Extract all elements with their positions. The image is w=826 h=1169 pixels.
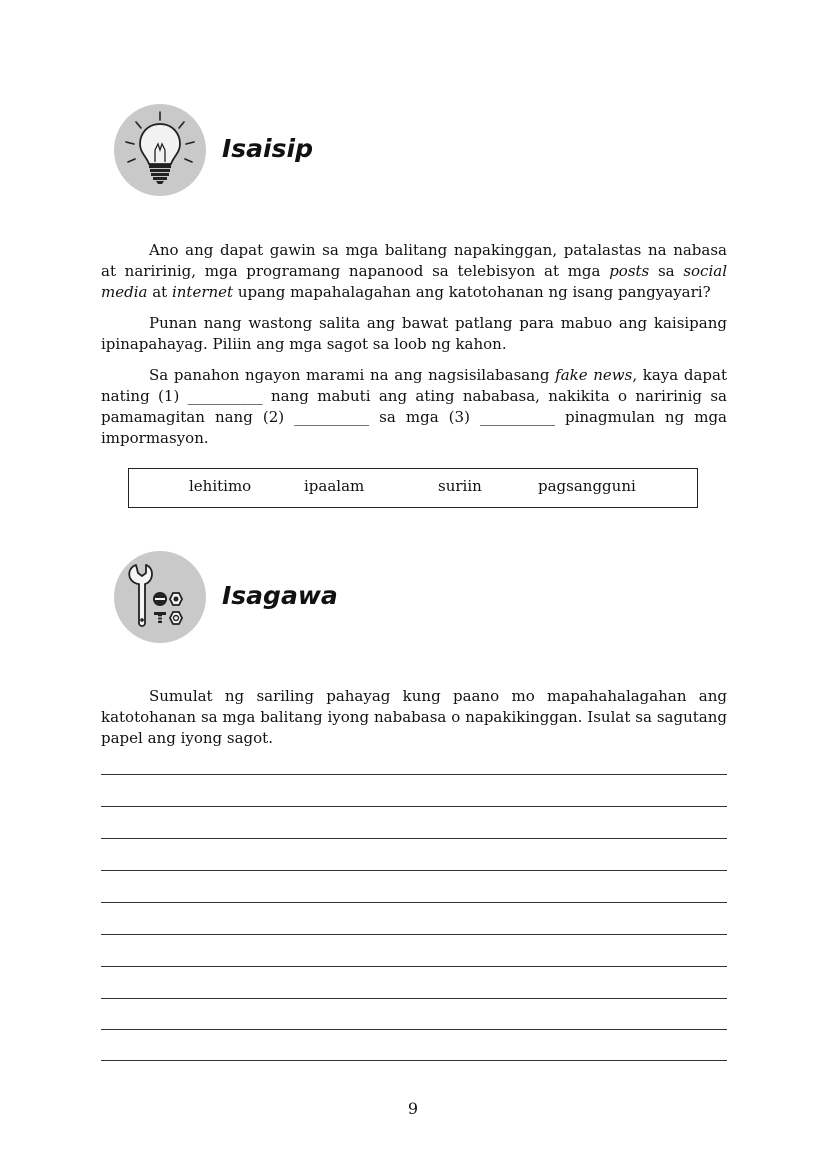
isaisip-statement: Sa panahon ngayon marami na ang nagsisilabasang fake news, kaya dapat nating (1) __________ nang mabuti ang ating nababasa, nakikita o naririnig sa pamamagitan nang (2) __________ sa mga (3) __________ pinagmulan ng mga impormasyon. (101, 366, 727, 447)
answer-line[interactable] (101, 774, 727, 775)
answer-line[interactable] (101, 934, 727, 935)
isaisip-instruction: Punan nang wastong salita ang bawat patlang para mabuo ang kaisipang ipinapahayag. Piliin ang mga sagot sa loob ng kahon. (101, 314, 727, 353)
answer-line[interactable] (101, 902, 727, 903)
lightbulb-icon (114, 104, 206, 196)
isaisip-title: Isaisip (222, 134, 313, 163)
choice-word: lehitimo (189, 477, 252, 495)
answer-line[interactable] (101, 870, 727, 871)
isagawa-title: Isagawa (222, 581, 338, 610)
answer-line[interactable] (101, 966, 727, 967)
choice-word: ipaalam (304, 477, 365, 495)
answer-line[interactable] (101, 1029, 727, 1030)
choice-word: suriin (438, 477, 482, 495)
answer-line[interactable] (101, 1060, 727, 1061)
isaisip-question: Ano ang dapat gawin sa mga balitang napakinggan, patalastas na nabasa at naririnig, mga programang napanood sa telebisyon at mga posts sa social media at internet upang mapahalagahan ang katotohanan ng isang pangyayari? (101, 241, 727, 301)
answer-line[interactable] (101, 998, 727, 999)
answer-line[interactable] (101, 838, 727, 839)
word-choice-box (128, 468, 698, 508)
isagawa-instruction: Sumulat ng sariling pahayag kung paano mo mapahahalagahan ang katotohanan sa mga balitang iyong nababasa o napakikinggan. Isulat sa sagutang papel ang iyong sagot. (101, 687, 727, 747)
page-number: 9 (407, 1099, 419, 1118)
choice-word: pagsangguni (538, 477, 636, 495)
answer-line[interactable] (101, 806, 727, 807)
tools-icon (114, 551, 206, 643)
